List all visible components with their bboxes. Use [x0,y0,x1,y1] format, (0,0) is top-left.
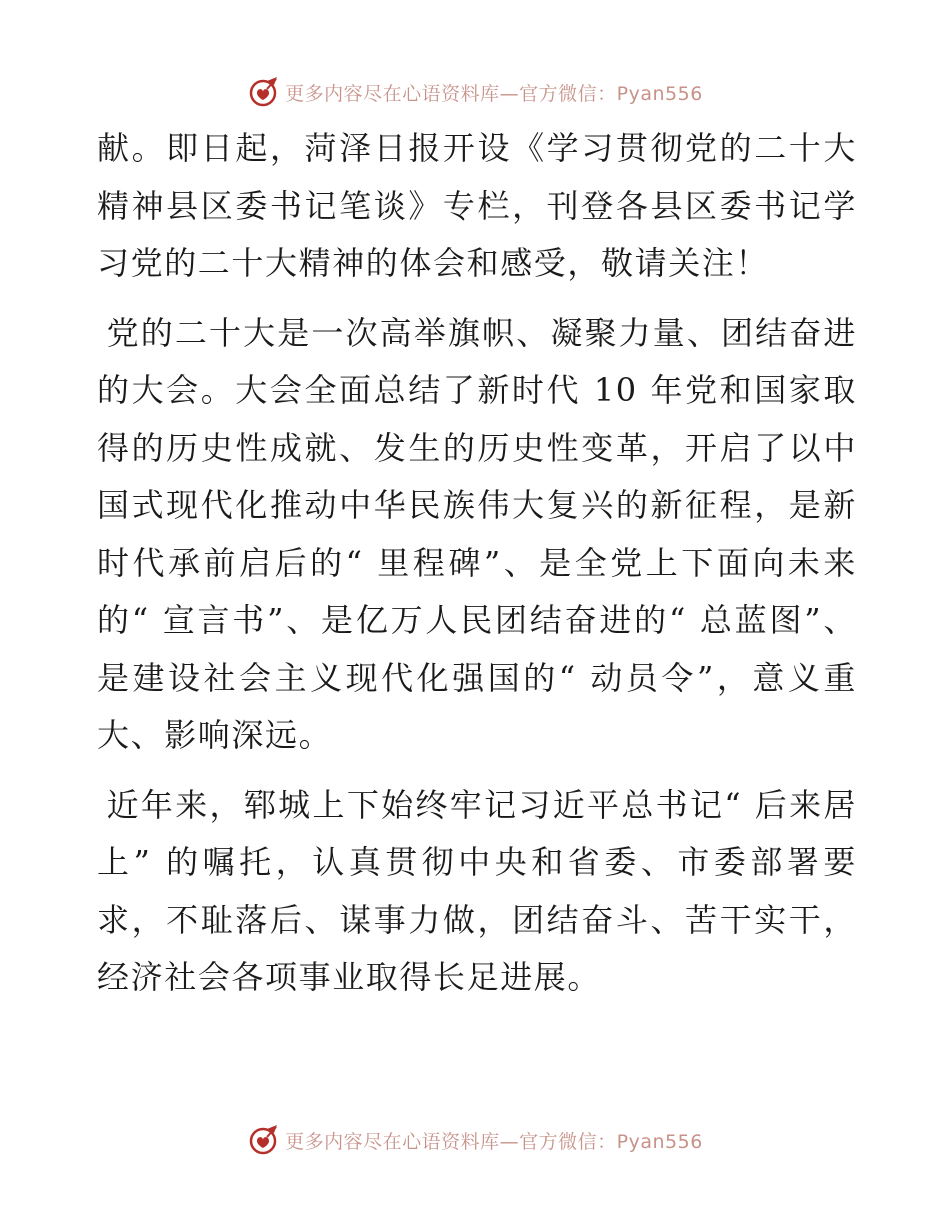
paragraph-1: 献。即日起，菏泽日报开设《学习贯彻党的二十大精神县区委书记笔谈》专栏，刊登各县区委书记学习党的二十大精神的体会和感受，敬请关注！ [97,129,857,282]
heart-pen-logo-icon [247,1123,281,1157]
watermark-text: 更多内容尽在心语资料库—官方微信：Pyan556 [285,1130,703,1153]
document-body [97,120,857,1019]
paragraph-2: 党的二十大是一次高举旗帜、凝聚力量、团结奋进的大会。大会全面总结了新时代 10 年党和国家取得的历史性成就、发生的历史性变革，开启了以中国式现代化推动中华民族伟大复兴的新征程，是新时代承前启后的“ 里程碑”、是全党上下面向未来的“ 宣言书”、是亿万人民团结奋进的“ 总蓝图”、是建设社会主义现代化强国的“ 动员令”，意义重大、影响深远。 [97,313,857,754]
footer-watermark [0,1120,950,1160]
paragraph-3: 近年来，郓城上下始终牢记习近平总书记“ 后来居上” 的嘱托，认真贯彻中央和省委、市委部署要求，不耻落后、谋事力做，团结奋斗、苦干实干，经济社会各项事业取得长足进展。 [97,785,857,996]
heart-pen-logo-icon [247,75,281,109]
watermark-text: 更多内容尽在心语资料库—官方微信：Pyan556 [285,82,703,105]
header-watermark [0,72,950,112]
